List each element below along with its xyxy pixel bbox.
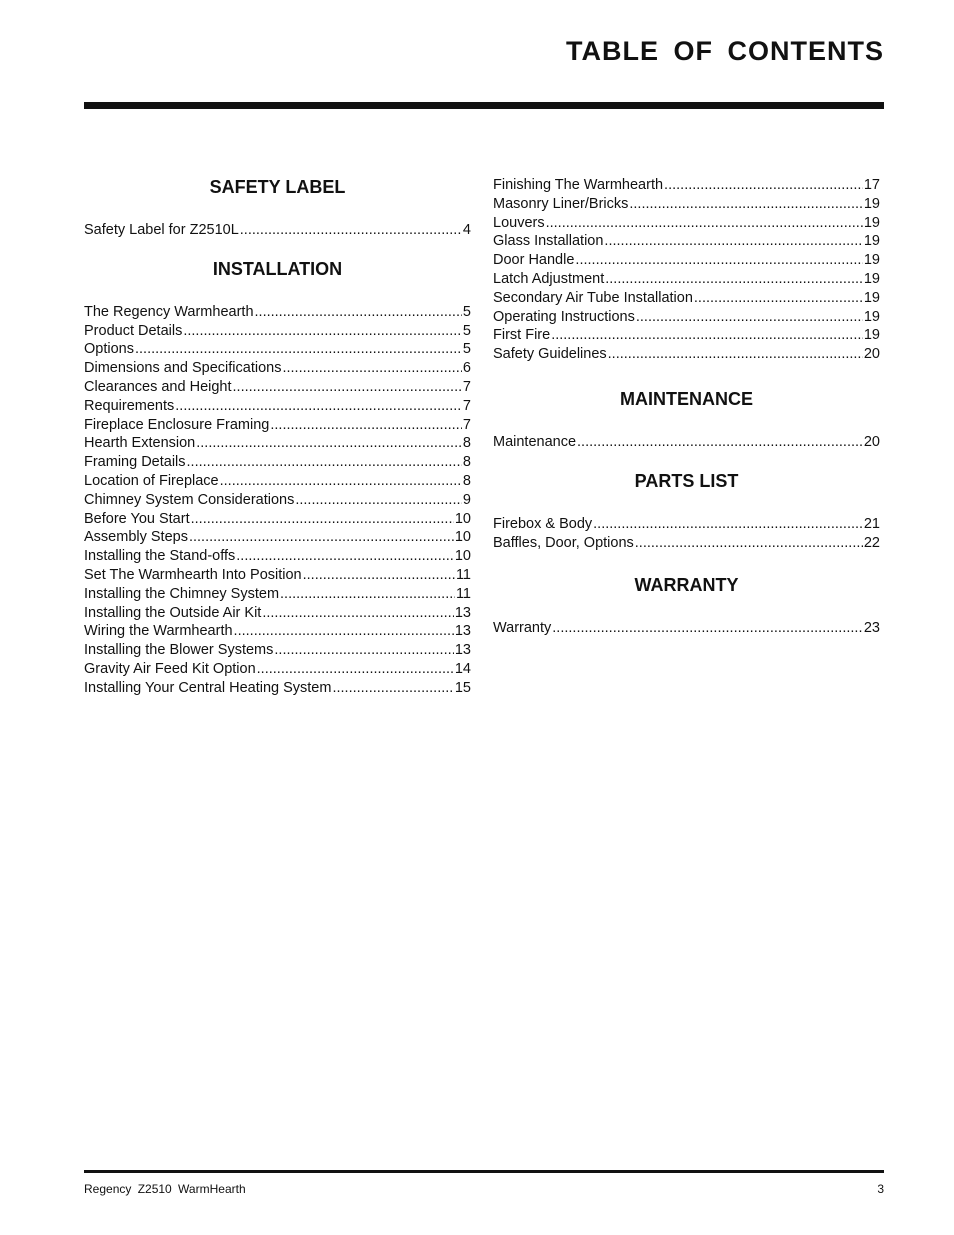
toc-entry-page-number: 8 [462, 454, 471, 471]
toc-list-installation [84, 303, 471, 698]
toc-entry-page-number: 11 [455, 585, 471, 602]
toc-list-maintenance [493, 433, 880, 452]
section-title-parts-list: PARTS LIST [634, 470, 739, 491]
toc-entry-label: Framing Details [84, 454, 186, 471]
toc-entry [493, 534, 880, 553]
dot-leader [635, 534, 863, 553]
section-title-installation: INSTALLATION [212, 258, 343, 279]
toc-entry-label: Requirements [84, 397, 175, 414]
toc-entry [493, 270, 880, 289]
dot-leader [282, 359, 461, 378]
toc-entry-label: Secondary Air Tube Installation [493, 289, 693, 306]
dot-leader [234, 622, 454, 641]
toc-entry [84, 641, 471, 660]
dot-leader [255, 303, 462, 322]
toc-entry [84, 303, 471, 322]
toc-list-parts-list [493, 515, 880, 553]
toc-entry-label: Product Details [84, 322, 183, 339]
dot-leader [189, 528, 454, 547]
dot-leader [191, 510, 454, 529]
toc-entry-label: Masonry Liner/Bricks [493, 195, 629, 212]
dot-leader [664, 176, 863, 195]
toc-entry-page-number: 5 [462, 303, 471, 320]
toc-entry [84, 397, 471, 416]
toc-entry [493, 308, 880, 327]
dot-leader [303, 566, 455, 585]
toc-entry-page-number: 19 [863, 289, 880, 306]
section-title-warranty: WARRANTY [634, 575, 739, 596]
dot-leader [608, 345, 863, 364]
dot-leader [274, 641, 453, 660]
toc-entry-page-number: 10 [454, 529, 471, 546]
toc-entry-label: Set The Warmhearth Into Position [84, 566, 302, 583]
dot-leader [270, 416, 462, 435]
dot-leader [220, 472, 462, 491]
toc-entry-label: Safety Label for Z2510L [84, 222, 239, 238]
dot-leader [629, 195, 862, 214]
toc-entry-label: Latch Adjustment [493, 270, 605, 287]
dot-leader [233, 378, 462, 397]
toc-list-installation-continued [493, 176, 880, 364]
section-title-maintenance: MAINTENANCE [620, 388, 753, 409]
toc-entry-page-number: 10 [454, 548, 471, 565]
toc-entry-label: Installing the Outside Air Kit [84, 604, 262, 621]
toc-entry-page-number: 19 [863, 214, 880, 231]
toc-entry [493, 195, 880, 214]
dot-leader [604, 232, 862, 251]
dot-leader [262, 604, 454, 623]
page-title: TABLE OF CONTENTS [566, 36, 884, 66]
toc-entry [84, 528, 471, 547]
toc-entry-page-number: 19 [863, 327, 880, 344]
dot-leader [577, 433, 863, 452]
toc-entry-page-number: 23 [863, 620, 880, 637]
toc-entry [84, 340, 471, 359]
toc-entry-label: Finishing The Warmhearth [493, 177, 664, 193]
toc-left-column [84, 176, 471, 716]
dot-leader [196, 434, 462, 453]
toc-entry [84, 547, 471, 566]
dot-leader [575, 251, 862, 270]
toc-entry-page-number: 17 [863, 177, 880, 193]
dot-leader [551, 326, 863, 345]
footer-document-title: Regency Z2510 WarmHearth [84, 1182, 246, 1196]
toc-entry-page-number: 5 [462, 341, 471, 358]
toc-entry-label: Location of Fireplace [84, 472, 219, 489]
toc-entry [493, 515, 880, 534]
dot-leader [295, 491, 462, 510]
toc-entry-label: Options [84, 341, 134, 358]
toc-entry-page-number: 10 [454, 510, 471, 527]
toc-entry-page-number: 20 [863, 346, 880, 363]
toc-entry [493, 289, 880, 308]
toc-entry [84, 416, 471, 435]
dot-leader [240, 221, 462, 240]
toc-entry [84, 604, 471, 623]
dot-leader [280, 585, 455, 604]
dot-leader [332, 679, 453, 698]
toc-entry-page-number: 9 [462, 491, 471, 508]
toc-entry-label: Gravity Air Feed Kit Option [84, 660, 256, 677]
toc-entry-label: The Regency Warmhearth [84, 303, 254, 320]
section-title-safety-label: SAFETY LABEL [209, 177, 346, 197]
toc-entry-page-number: 13 [454, 642, 471, 659]
dot-leader [236, 547, 454, 566]
toc-entry [84, 622, 471, 641]
toc-entry-label: Fireplace Enclosure Framing [84, 416, 270, 433]
toc-entry [84, 491, 471, 510]
toc-entry-page-number: 7 [462, 378, 471, 395]
toc-entry-page-number: 20 [863, 433, 880, 450]
toc-entry-label: Assembly Steps [84, 529, 188, 546]
toc-entry [84, 585, 471, 604]
toc-entry [493, 251, 880, 270]
toc-entry-label: Door Handle [493, 252, 575, 269]
toc-entry [84, 434, 471, 453]
toc-entry [493, 433, 880, 452]
dot-leader [694, 289, 863, 308]
toc-entry [493, 326, 880, 345]
toc-entry [493, 214, 880, 233]
header-rule [84, 102, 884, 109]
toc-entry-page-number: 8 [462, 435, 471, 452]
toc-entry [84, 378, 471, 397]
toc-entry-label: Safety Guidelines [493, 346, 607, 363]
toc-entry-label: Installing Your Central Heating System [84, 679, 332, 696]
toc-entry [84, 359, 471, 378]
footer-page-number: 3 [877, 1182, 884, 1196]
toc-entry-page-number: 7 [462, 416, 471, 433]
toc-entry-page-number: 11 [455, 566, 471, 583]
toc-entry-page-number: 19 [863, 308, 880, 325]
toc-entry-page-number: 7 [462, 397, 471, 414]
toc-right-column [493, 176, 880, 656]
toc-entry-page-number: 19 [863, 270, 880, 287]
dot-leader [605, 270, 863, 289]
toc-entry-label: Clearances and Height [84, 378, 232, 395]
toc-entry-label: Louvers [493, 214, 545, 231]
dot-leader [187, 453, 462, 472]
toc-entry-label: Dimensions and Specifications [84, 360, 282, 377]
toc-entry-label: Baffles, Door, Options [493, 534, 634, 551]
dot-leader [546, 214, 863, 233]
dot-leader [552, 619, 863, 638]
toc-entry [84, 322, 471, 341]
toc-entry [493, 232, 880, 251]
toc-entry-page-number: 14 [454, 660, 471, 677]
toc-entry-page-number: 21 [863, 515, 880, 532]
toc-entry [493, 176, 880, 195]
toc-entry-label: Chimney System Considerations [84, 491, 295, 508]
dot-leader [593, 515, 863, 534]
toc-entry-label: Glass Installation [493, 233, 604, 250]
toc-entry [84, 472, 471, 491]
toc-entry [84, 566, 471, 585]
toc-entry-label: Before You Start [84, 510, 190, 527]
toc-entry-page-number: 22 [863, 534, 880, 551]
toc-entry-label: Hearth Extension [84, 435, 196, 452]
toc-entry [84, 660, 471, 679]
toc-entry-label: Maintenance [493, 433, 577, 450]
toc-entry-label: Warranty [493, 620, 552, 637]
footer-rule [84, 1170, 884, 1173]
toc-entry-page-number: 4 [462, 222, 471, 238]
toc-entry-page-number: 15 [454, 679, 471, 696]
toc-entry [493, 345, 880, 364]
toc-entry-label: Installing the Blower Systems [84, 642, 274, 659]
toc-list-warranty [493, 619, 880, 638]
toc-entry-page-number: 19 [863, 233, 880, 250]
toc-entry-page-number: 19 [863, 195, 880, 212]
toc-entry [493, 619, 880, 638]
toc-entry [84, 453, 471, 472]
toc-entry-page-number: 5 [462, 322, 471, 339]
toc-entry-label: Operating Instructions [493, 308, 635, 325]
toc-entry-label: Firebox & Body [493, 515, 593, 532]
toc-entry-page-number: 19 [863, 252, 880, 269]
toc-entry-label: Installing the Stand-offs [84, 548, 236, 565]
toc-list-safety-label [84, 221, 471, 240]
toc-entry [84, 221, 471, 240]
toc-entry-page-number: 13 [454, 623, 471, 640]
toc-entry-label: Installing the Chimney System [84, 585, 280, 602]
dot-leader [135, 340, 462, 359]
toc-entry-page-number: 6 [462, 360, 471, 377]
toc-entry [84, 510, 471, 529]
toc-entry-label: Wiring the Warmhearth [84, 623, 233, 640]
toc-entry-label: First Fire [493, 327, 551, 344]
toc-entry-page-number: 8 [462, 472, 471, 489]
dot-leader [636, 308, 863, 327]
toc-entry-page-number: 13 [454, 604, 471, 621]
dot-leader [175, 397, 462, 416]
dot-leader [183, 322, 462, 341]
dot-leader [257, 660, 454, 679]
toc-entry [84, 679, 471, 698]
